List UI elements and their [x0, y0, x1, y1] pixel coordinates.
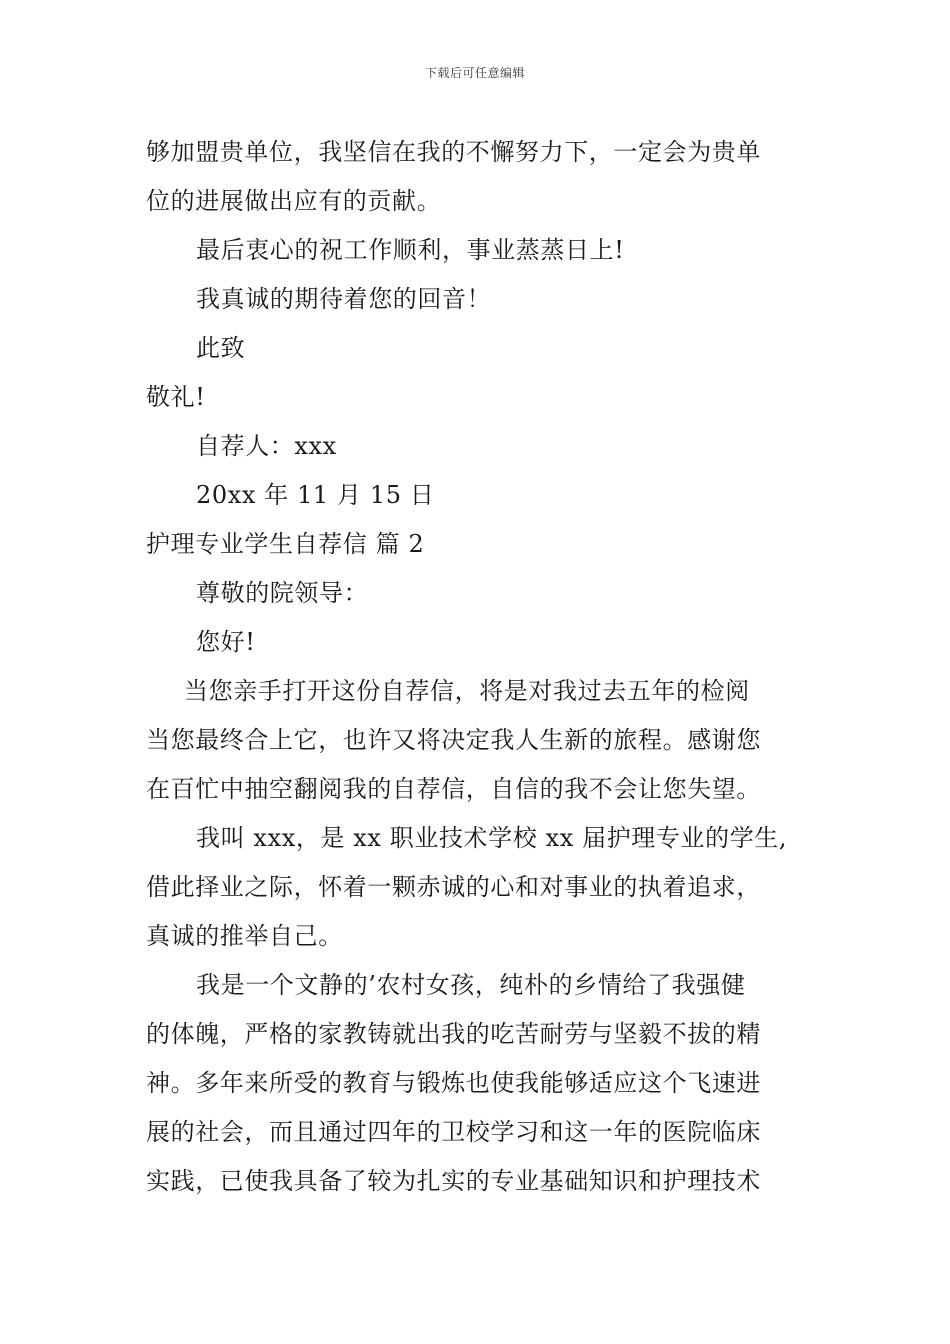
paragraph-line: 借此择业之际，怀着一颗赤诚的心和对事业的执着追求， — [146, 873, 761, 901]
section-title: 护理专业学生自荐信 篇 2 — [146, 530, 425, 558]
date-line: 20xx 年 11 月 15 日 — [196, 481, 435, 509]
salutation-line: 尊敬的院领导： — [196, 579, 369, 607]
paragraph-line: 在百忙中抽空翻阅我的自荐信，自信的我不会让您失望。 — [146, 775, 761, 803]
paragraph-line: 我叫 xxx，是 xx 职业技术学校 xx 届护理专业的学生, — [196, 824, 788, 852]
paragraph-line: 当您最终合上它，也许又将决定我人生新的旅程。感谢您 — [146, 726, 761, 754]
paragraph-line: 展的社会，而且通过四年的卫校学习和这一年的医院临床 — [146, 1118, 761, 1146]
document-body — [146, 128, 808, 1206]
paragraph-line: 够加盟贵单位，我坚信在我的不懈努力下，一定会为贵单 — [146, 138, 761, 166]
paragraph-line: 神。多年来所受的教育与锻炼也使我能够适应这个飞速进 — [146, 1069, 761, 1097]
paragraph-line: 的体魄，严格的家教铸就出我的吃苦耐劳与坚毅不拔的精 — [146, 1020, 761, 1048]
signature-line: 自荐人：xxx — [196, 432, 337, 460]
paragraph-line: 我真诚的期待着您的回音！ — [196, 285, 492, 313]
paragraph-line: 最后衷心的祝工作顺利，事业蒸蒸日上! — [196, 236, 625, 264]
paragraph-line: 当您亲手打开这份自荐信，将是对我过去五年的检阅 — [184, 677, 750, 705]
paragraph-line: 位的进展做出应有的贡献。 — [146, 187, 442, 215]
page-header: 下载后可任意编辑 — [424, 66, 525, 80]
paragraph-line: 我是一个文静的’农村女孩，纯朴的乡情给了我强健 — [196, 971, 746, 999]
greeting-line: 您好! — [196, 628, 256, 656]
closing-line: 敬礼! — [146, 383, 206, 411]
paragraph-line: 真诚的推举自己。 — [146, 922, 343, 950]
paragraph-line: 实践，已使我具备了较为扎实的专业基础知识和护理技术 — [146, 1167, 761, 1195]
closing-line: 此致 — [196, 334, 246, 362]
